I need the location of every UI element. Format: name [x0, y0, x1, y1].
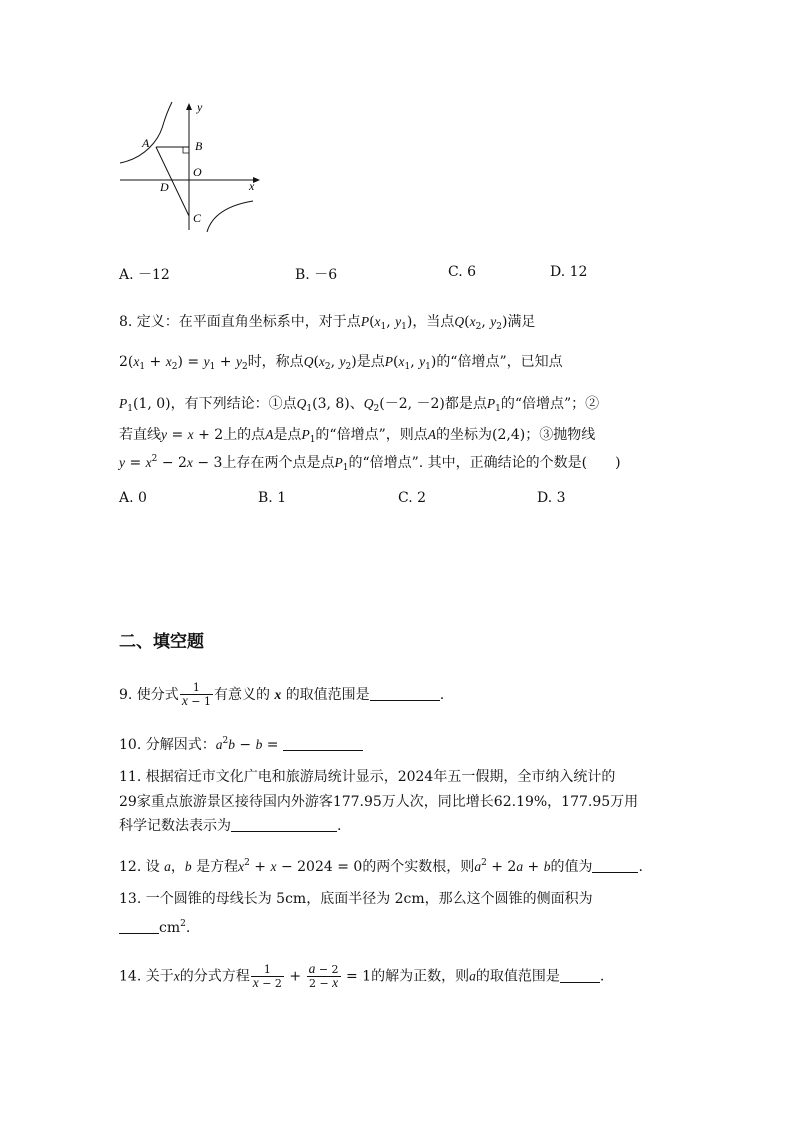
q14: 14. 关于x的分式方程 $\frac{1}{x - 2}$ + $\frac{a - 2}{2 - x}$ = 1的解为正数，则a的取值范围是 . — [119, 961, 605, 990]
q7-option-a: A. －12 — [119, 267, 170, 283]
q13-line-2: $cm^2$. — [119, 914, 190, 938]
q8-line-1: 8. 定义：在平面直角坐标系中，对于点$P(x_1$, $y_1$)，当点$Q(x_2$, $y_2$)满足 — [119, 314, 536, 332]
y-axis-arrow — [186, 103, 192, 110]
label-o: O — [193, 165, 202, 179]
q11-line-1: 11. 根据宿迁市文化广电和旅游局统计显示，2024年五一假期，全市纳入统计的 — [119, 769, 616, 785]
label-b: B — [195, 139, 203, 153]
q8-option-b: B. 1 — [258, 490, 287, 506]
label-c: C — [193, 211, 202, 225]
label-x: x — [249, 179, 255, 193]
q8-line-4: 若直线y = x + 2上的点A是点$P_1$的“倍增点”，则点A的坐标为(2,4)；③抛物线 — [119, 427, 596, 445]
hyperbola-figure — [115, 100, 265, 235]
q8-option-d: D. 3 — [537, 490, 566, 506]
q8-line-2: $2(x_1 + x_2) = y_1 + y_2$时，称点$Q(x_2$, $y_2$)是点$P(x_1$, $y_1$)的“倍增点”，已知点 — [119, 354, 563, 372]
q11-line-2: 29家重点旅游景区接待国内外游客177.95万人次，同比增长62.19%，177.95万用 — [119, 794, 639, 810]
q11-line-3: 科学记数法表示为 . — [119, 818, 342, 834]
q13-line-1: 13. 一个圆锥的母线长为 5cm，底面半径为 2cm，那么这个圆锥的侧面积为 — [119, 891, 593, 907]
q14-fraction-2: $\frac{a - 2}{2 - x}$ — [308, 961, 339, 990]
q8-option-c: C. 2 — [398, 490, 427, 506]
q8-line-5: $y = x^2 - 2x - 3$上存在两个点是点$P_1$的“倍增点”. 其中，正确结论的个数是( ) — [119, 454, 621, 473]
q10: 10. 分解因式：$a^2b - b$ = — [119, 731, 363, 755]
q10-answer-blank[interactable] — [283, 736, 363, 751]
q9: 9. 使分式 $\frac{1}{x - 1}$ 有意义的 x 的取值范围是 . — [119, 681, 445, 708]
q11-answer-blank[interactable] — [231, 817, 337, 832]
section-title: 二、填空题 — [119, 632, 204, 652]
q8-line-3: $P_1(1$, 0)，有下列结论：①点$Q_1(3$, 8)、$Q_2(-2$, －2)都是点$P_1$的“倍增点”；② — [119, 396, 600, 414]
label-d: D — [160, 180, 169, 194]
label-y: y — [197, 100, 203, 114]
q14-fraction-1: $\frac{1}{x - 2}$ — [252, 962, 282, 990]
q7-option-b: B. －6 — [295, 267, 338, 283]
right-angle-mark — [183, 147, 189, 153]
q12-answer-blank[interactable] — [592, 858, 638, 873]
q8-option-a: A. 0 — [119, 490, 147, 506]
q9-fraction: $\frac{1}{x - 1}$ — [181, 681, 212, 708]
hyperbola-branch-right — [207, 201, 253, 232]
q9-answer-blank[interactable] — [370, 686, 440, 701]
q7-option-c: C. 6 — [448, 264, 477, 280]
q13-answer-blank[interactable] — [119, 919, 159, 934]
q14-answer-blank[interactable] — [560, 968, 600, 983]
hyperbola-branch-left — [120, 102, 172, 163]
q7-option-d: D. 12 — [550, 264, 588, 280]
q12: 12. 设 a，b 是方程$x^2 + x - 2024 = 0$的两个实数根，则$a^2 + 2a + b$的值为 . — [119, 858, 643, 875]
label-a: A — [142, 136, 150, 150]
